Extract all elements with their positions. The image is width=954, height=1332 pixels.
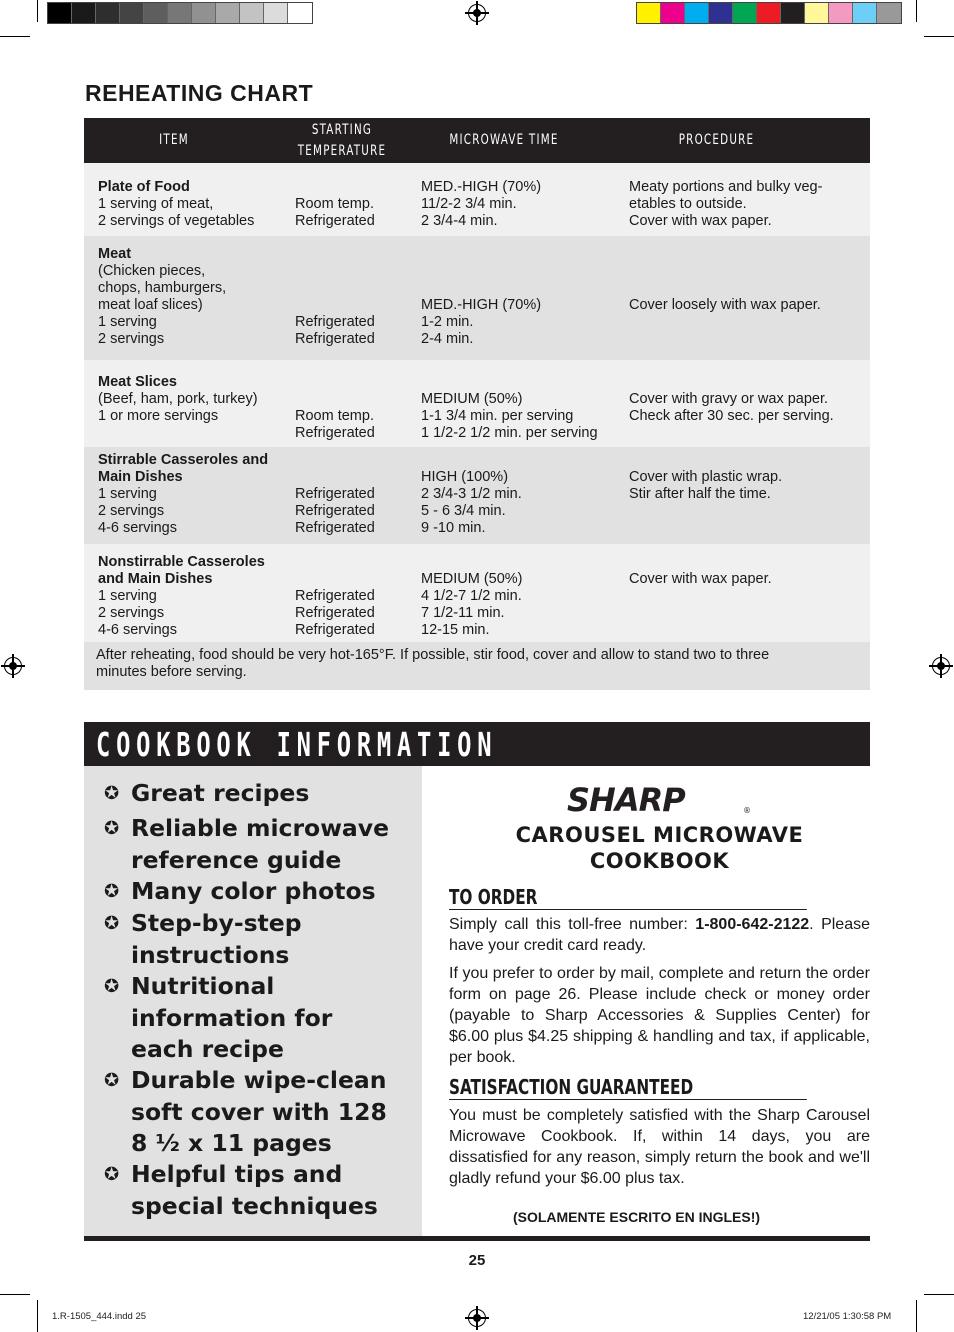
procedure: etables to outside. — [629, 196, 747, 212]
microwave-time: 2-4 min. — [421, 331, 474, 347]
color-swatch — [757, 3, 781, 23]
crop-mark — [0, 36, 30, 37]
microwave-time: HIGH (100%) — [421, 469, 509, 485]
header-item: ITEM — [159, 132, 189, 148]
crop-mark — [37, 0, 38, 22]
registration-mark-icon — [932, 657, 950, 675]
header-temperature-line1: STARTING — [311, 122, 373, 138]
procedure: Stir after half the time. — [629, 486, 771, 502]
feature-text: Helpful tips and — [131, 1160, 343, 1188]
feature-text: instructions — [131, 940, 290, 969]
registration-mark-icon — [468, 1309, 486, 1327]
color-swatch — [216, 3, 240, 23]
guarantee-text: You must be completely satisfied with the Sharp Carousel Microwave Cookbook. If, within 14 days, you are dissatisfied for any reason, simply return the book and we'll gladly refund your $6.00 plus tax. — [449, 1107, 870, 1187]
crop-mark — [0, 1294, 30, 1295]
header-microwave-time: MICROWAVE TIME — [449, 132, 559, 148]
header-procedure: PROCEDURE — [678, 132, 755, 148]
mail-order-text: If you prefer to order by mail, complete and return the order form on page 26. Please include check or money order (payable to Sharp Accessories & Supplies Center) for $6.00 plus $4.25 shipping & handling and tax, if applicable, per book. — [449, 965, 870, 1066]
item-name: Stirrable Casseroles and — [98, 452, 269, 468]
starting-temperature: Refrigerated — [295, 331, 375, 347]
microwave-time: 9 -10 min. — [421, 520, 486, 536]
color-swatch — [96, 3, 120, 23]
starting-temperature: Refrigerated — [295, 520, 375, 536]
item-detail: 2 servings — [98, 331, 165, 347]
procedure: Cover loosely with wax paper. — [629, 297, 821, 313]
file-slug: 1.R-1505_444.indd 25 — [52, 1311, 147, 1322]
microwave-time: 4 1/2-7 1/2 min. — [421, 588, 522, 604]
color-swatch — [288, 3, 312, 23]
starting-temperature: Refrigerated — [295, 605, 375, 621]
sharp-logo-text: SHARP — [567, 783, 685, 817]
microwave-time: MEDIUM (50%) — [421, 391, 523, 407]
crop-mark — [37, 1300, 38, 1332]
color-swatch — [805, 3, 829, 23]
starting-temperature: Refrigerated — [295, 503, 375, 519]
table-footnote — [84, 642, 870, 690]
page-number: 25 — [468, 1252, 486, 1269]
star-bullet-icon: ✪ — [104, 976, 120, 997]
color-swatch — [733, 3, 757, 23]
procedure: Meaty portions and bulky veg- — [629, 179, 823, 195]
starting-temperature: Room temp. — [295, 408, 374, 424]
feature-item — [104, 971, 332, 1066]
feature-text: reference guide — [131, 845, 342, 874]
feature-item — [104, 1065, 387, 1160]
feature-list — [84, 766, 422, 1236]
table-header — [84, 118, 870, 163]
color-swatch — [192, 3, 216, 23]
starting-temperature: Refrigerated — [295, 622, 375, 638]
procedure: Cover with gravy or wax paper. — [629, 391, 829, 407]
table-row — [84, 447, 870, 544]
feature-text: Durable wipe-clean — [131, 1066, 387, 1094]
cookbook-banner — [84, 722, 870, 766]
microwave-time: 11/2-2 3/4 min. — [421, 196, 517, 212]
microwave-time: 2 3/4-4 min. — [421, 213, 498, 229]
table-row — [84, 544, 870, 642]
star-bullet-icon: ✪ — [104, 881, 120, 902]
color-swatch — [709, 3, 733, 23]
item-detail: 1 serving — [98, 486, 157, 502]
item-detail: 1 serving — [98, 314, 157, 330]
color-swatch — [685, 3, 709, 23]
to-order-heading — [449, 885, 807, 910]
cookbook-title-line: CAROUSEL MICROWAVE — [515, 823, 804, 847]
star-bullet-icon: ✪ — [104, 1164, 120, 1185]
feature-text: Great recipes — [131, 779, 310, 807]
header-temperature-line2: TEMPERATURE — [297, 143, 387, 159]
microwave-time: 12-15 min. — [421, 622, 490, 638]
starting-temperature: Room temp. — [295, 196, 374, 212]
registered-mark: ® — [743, 806, 751, 815]
color-swatch — [661, 3, 685, 23]
color-swatch — [781, 3, 805, 23]
feature-text: Step-by-step — [131, 909, 302, 937]
item-detail: 1 serving — [98, 588, 157, 604]
feature-text: Nutritional — [131, 972, 275, 1000]
crop-mark — [924, 1294, 954, 1295]
color-swatches — [636, 2, 902, 24]
color-swatch — [48, 3, 72, 23]
item-detail: 1 serving of meat, — [98, 196, 214, 212]
microwave-time: 1-2 min. — [421, 314, 474, 330]
item-name: and Main Dishes — [98, 571, 213, 587]
item-detail: 4-6 servings — [98, 520, 177, 536]
color-swatch — [877, 3, 901, 23]
cookbook-title-line: COOKBOOK — [589, 849, 730, 873]
footnote-line: After reheating, food should be very hot-165°F. If possible, stir food, cover and allow to stand two to three — [96, 647, 770, 663]
microwave-time: 1-1 3/4 min. per serving — [421, 408, 574, 424]
crop-mark — [916, 0, 917, 22]
procedure: Cover with wax paper. — [629, 213, 772, 229]
star-bullet-icon: ✪ — [104, 818, 120, 839]
sharp-logo — [567, 783, 757, 822]
feature-text: each recipe — [131, 1035, 284, 1063]
table-body — [84, 163, 870, 642]
item-detail: 2 servings — [98, 503, 165, 519]
color-swatch — [829, 3, 853, 23]
item-detail: chops, hamburgers, — [98, 280, 227, 296]
table-row — [84, 163, 870, 236]
procedure: Cover with plastic wrap. — [629, 469, 783, 485]
phone-number: 1-800-642-2122 — [695, 916, 810, 933]
item-detail: 2 servings — [98, 605, 165, 621]
feature-text: special techniques — [131, 1191, 378, 1220]
microwave-time: 1 1/2-2 1/2 min. per serving — [421, 425, 598, 441]
item-name: Main Dishes — [98, 469, 183, 485]
microwave-time: MEDIUM (50%) — [421, 571, 523, 587]
starting-temperature: Refrigerated — [295, 213, 375, 229]
color-swatch — [853, 3, 877, 23]
color-swatch — [240, 3, 264, 23]
crop-mark — [916, 1300, 917, 1332]
spanish-note: (SOLAMENTE ESCRITO EN INGLES!) — [512, 1209, 761, 1225]
to-order-text-post: . Please have your credit card ready. — [449, 916, 871, 954]
item-name: Meat — [98, 246, 132, 262]
feature-item — [104, 778, 309, 810]
item-detail: (Beef, ham, pork, turkey) — [98, 391, 258, 407]
color-swatch — [168, 3, 192, 23]
color-swatch — [637, 3, 661, 23]
feature-text: Reliable microwave — [131, 814, 390, 842]
header-temperature — [293, 120, 391, 162]
registration-mark-icon — [4, 657, 22, 675]
to-order-text-pre: Simply call this toll-free number: — [449, 916, 696, 933]
microwave-time: 5 - 6 3/4 min. — [421, 503, 506, 519]
feature-text: 8 ½ x 11 pages — [131, 1129, 332, 1157]
cookbook-title — [449, 822, 870, 874]
microwave-time: MED.-HIGH (70%) — [421, 297, 542, 313]
table-row — [84, 236, 870, 360]
feature-item — [104, 908, 302, 971]
guarantee-heading-text: SATISFACTION GUARANTEED — [449, 1075, 694, 1099]
procedure: Check after 30 sec. per serving. — [629, 408, 834, 424]
guarantee-heading — [449, 1075, 807, 1100]
footnote-line: minutes before serving. — [96, 664, 247, 680]
item-detail: (Chicken pieces, — [98, 263, 206, 279]
color-swatch — [72, 3, 96, 23]
reheating-table — [84, 118, 870, 690]
item-detail: 2 servings of vegetables — [98, 213, 255, 229]
item-name: Plate of Food — [98, 179, 190, 195]
procedure: Cover with wax paper. — [629, 571, 772, 587]
starting-temperature: Refrigerated — [295, 425, 375, 441]
starting-temperature: Refrigerated — [295, 486, 375, 502]
star-bullet-icon: ✪ — [104, 913, 120, 934]
date-slug: 12/21/05 1:30:58 PM — [803, 1311, 892, 1322]
color-swatch — [144, 3, 168, 23]
star-bullet-icon: ✪ — [104, 1070, 120, 1091]
color-swatch — [120, 3, 144, 23]
starting-temperature: Refrigerated — [295, 588, 375, 604]
item-detail: 1 or more servings — [98, 408, 219, 424]
table-row — [84, 360, 870, 447]
microwave-time: 2 3/4-3 1/2 min. — [421, 486, 522, 502]
cookbook-banner-title: COOKBOOK INFORMATION — [96, 725, 498, 764]
to-order-heading-text: TO ORDER — [449, 885, 538, 909]
item-name: Meat Slices — [98, 374, 177, 390]
chart-title: REHEATING CHART — [85, 80, 314, 106]
feature-text: information for — [131, 1003, 333, 1032]
feature-text: Many color photos — [131, 877, 376, 905]
microwave-time: MED.-HIGH (70%) — [421, 179, 542, 195]
to-order-text — [449, 914, 870, 956]
grayscale-swatches — [47, 2, 313, 24]
microwave-time: 7 1/2-11 min. — [421, 605, 505, 621]
color-swatch — [264, 3, 288, 23]
bottom-rule — [84, 1236, 870, 1241]
item-name: Nonstirrable Casseroles — [98, 554, 265, 570]
feature-item — [104, 1159, 378, 1222]
registration-mark-icon — [468, 4, 486, 22]
feature-item — [104, 813, 389, 876]
crop-mark — [924, 36, 954, 37]
star-bullet-icon: ✪ — [104, 783, 120, 804]
feature-text: soft cover with 128 — [131, 1097, 387, 1126]
starting-temperature: Refrigerated — [295, 314, 375, 330]
item-detail: meat loaf slices) — [98, 297, 203, 313]
feature-item — [104, 876, 376, 908]
item-detail: 4-6 servings — [98, 622, 177, 638]
